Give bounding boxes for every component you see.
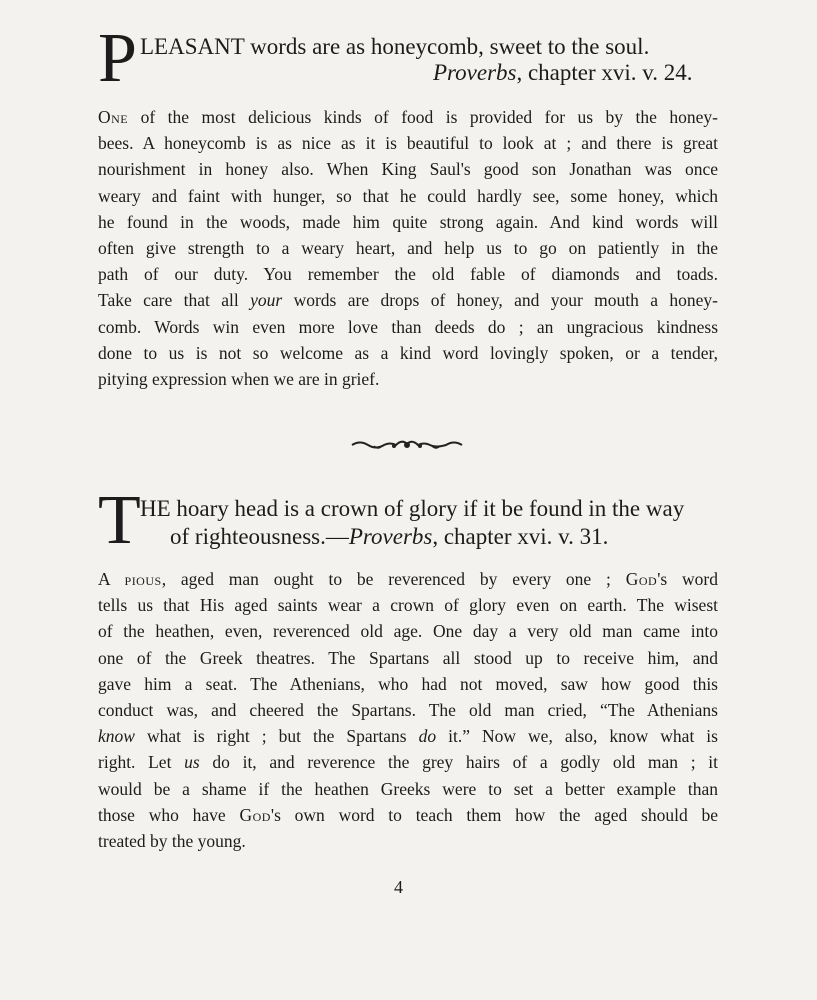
paragraph-line: weary and faint with hunger, so that he could hardly see, some honey, which bbox=[98, 185, 718, 206]
citation-ref: , chapter xvi. v. 31. bbox=[432, 524, 609, 549]
commentary-paragraph-2 bbox=[98, 566, 718, 854]
verse-heading-1 bbox=[98, 20, 718, 100]
paragraph-line: One of the most delicious kinds of food is provided for us by the honey- bbox=[98, 107, 718, 127]
paragraph-line: right. Let us do it, and reverence the grey hairs of a godly old man ; it bbox=[98, 752, 719, 773]
citation-book: Proverbs bbox=[433, 60, 517, 85]
citation-ref: , chapter xvi. v. 24. bbox=[516, 60, 693, 85]
verse-citation bbox=[433, 58, 693, 88]
ornament-divider-icon bbox=[350, 436, 464, 452]
paragraph-line: treated by the young. bbox=[98, 831, 246, 852]
paragraph-line: A pious, aged man ought to be reverenced by every one ; God's word bbox=[98, 569, 718, 589]
verse-text bbox=[140, 494, 684, 524]
verse-citation bbox=[170, 522, 608, 552]
paragraph-line: gave him a seat. The Athenians, who had not moved, saw how good this bbox=[98, 673, 718, 694]
drop-cap: T bbox=[98, 482, 141, 559]
paragraph-line: one of the Greek theatres. The Spartans all stood up to receive him, and bbox=[98, 647, 718, 668]
commentary-paragraph-1 bbox=[98, 104, 718, 392]
paragraph-line: Take care that all your words are drops of honey, and your mouth a honey- bbox=[98, 290, 718, 311]
paragraph-line: tells us that His aged saints wear a crown of glory even on earth. The wisest bbox=[98, 595, 718, 616]
paragraph-line: nourishment in honey also. When King Saul's good son Jonathan was once bbox=[98, 159, 718, 180]
paragraph-line: conduct was, and cheered the Spartans. The old man cried, “The Athenians bbox=[98, 700, 718, 721]
paragraph-line: bees. A honeycomb is as nice as it is beautiful to look at ; and there is great bbox=[98, 133, 718, 154]
verse-lead-caps: LEASANT bbox=[140, 34, 245, 59]
paragraph-line: pitying expression when we are in grief. bbox=[98, 369, 380, 390]
drop-cap: P bbox=[98, 20, 137, 97]
paragraph-line: would be a shame if the heathen Greeks were to set a better example than bbox=[98, 778, 718, 799]
paragraph-line: done to us is not so welcome as a kind word lovingly spoken, or a tender, bbox=[98, 342, 718, 363]
citation-book: Proverbs bbox=[348, 524, 433, 549]
paragraph-line: often give strength to a weary heart, and help us to go on patiently in the bbox=[98, 238, 718, 259]
verse-heading-2 bbox=[98, 482, 718, 562]
paragraph-line: he found in the woods, made him quite strong again. And kind words will bbox=[98, 211, 718, 232]
paragraph-line: those who have God's own word to teach them how the aged should be bbox=[98, 804, 718, 825]
verse-continued: of righteousness.— bbox=[170, 524, 349, 549]
paragraph-line: of the heathen, even, reverenced old age. One day a very old man came into bbox=[98, 621, 718, 642]
paragraph-line: know what is right ; but the Spartans do it.” Now we, also, know what is bbox=[98, 726, 718, 747]
paragraph-line: path of our duty. You remember the old fable of diamonds and toads. bbox=[98, 264, 718, 285]
paragraph-line: comb. Words win even more love than deeds do ; an ungracious kindness bbox=[98, 316, 718, 337]
page-number: 4 bbox=[394, 877, 403, 897]
verse-rest: hoary head is a crown of glory if it be found in the way bbox=[170, 496, 685, 521]
verse-lead-caps: HE bbox=[140, 496, 171, 521]
verse-rest: words are as honeycomb, sweet to the soul. bbox=[244, 34, 650, 59]
